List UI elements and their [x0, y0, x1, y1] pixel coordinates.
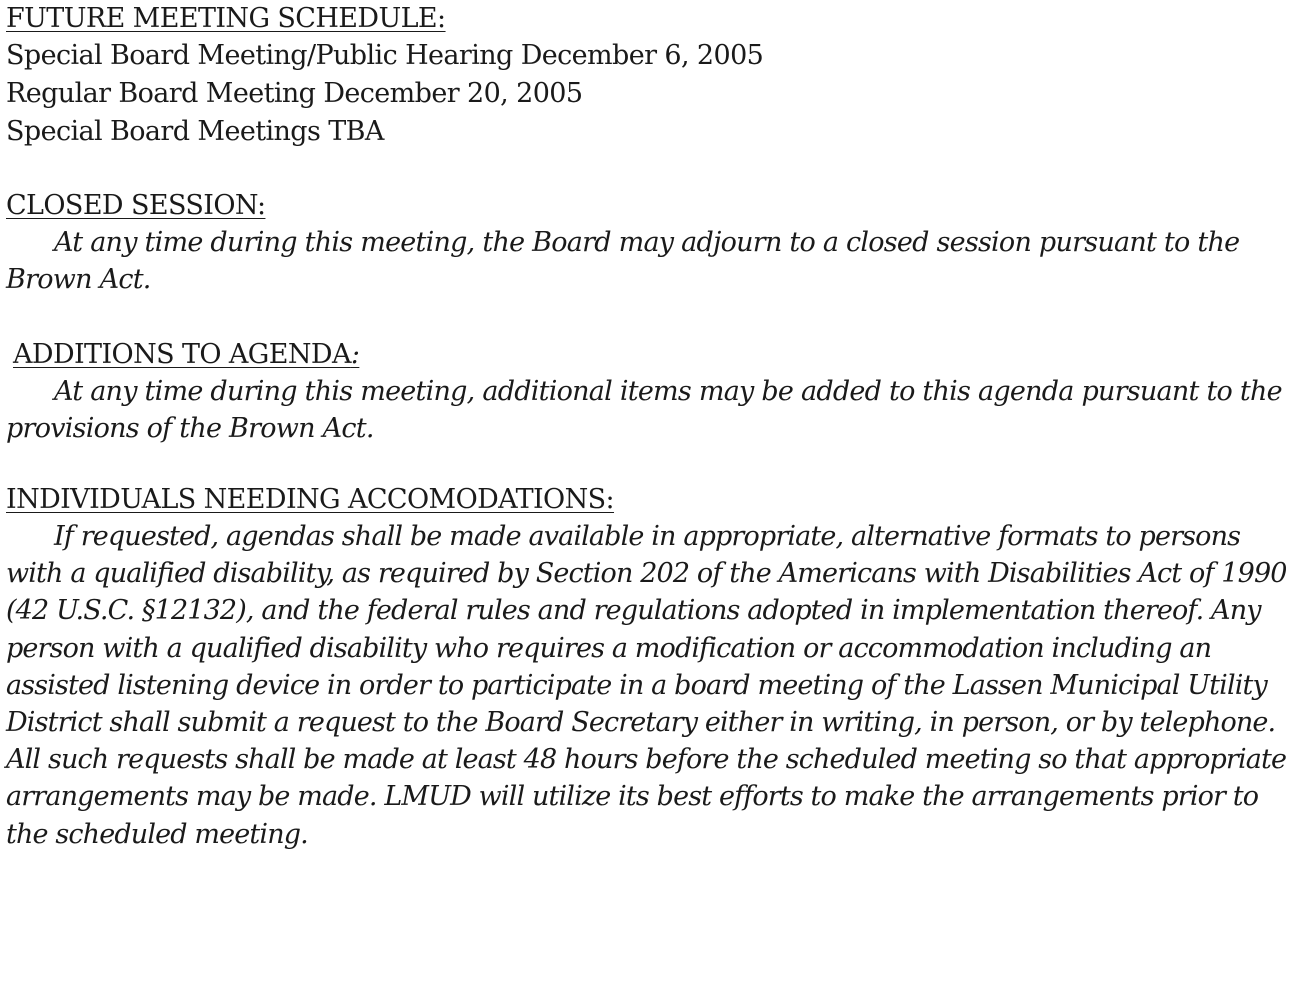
individuals-needing-accommodations-heading: INDIVIDUALS NEEDING ACCOMODATIONS:: [6, 484, 615, 515]
schedule-line-special-tba: Special Board Meetings TBA: [6, 116, 384, 147]
future-meeting-schedule-heading: FUTURE MEETING SCHEDULE:: [6, 3, 446, 34]
individuals-needing-accommodations-section: [6, 481, 1302, 853]
individuals-needing-accommodations-body: If requested, agendas shall be made available in appropriate, alternative formats to persons with a qualified disability, as required by Section 202 of the Americans with Disabilities Act of 1990 (42 U.S.C. §12132), and the federal rules and regulations adopted in implementation thereof. Any person with a qualified disability who requires a modification or accommodation including an assisted listening device in order to participate in a board meeting of the Lassen Municipal Utility District shall submit a request to the Board Secretary either in writing, in person, or by telephone. All such requests shall be made at least 48 hours before the scheduled meeting so that appropriate arrangements may be made. LMUD will utilize its best efforts to make the arrangements prior to the scheduled meeting.: [6, 521, 1287, 850]
closed-session-heading: CLOSED SESSION:: [6, 190, 266, 221]
additions-to-agenda-heading: [6, 336, 1296, 373]
additions-to-agenda-body: At any time during this meeting, additional items may be added to this agenda pursuant to the provisions of the Brown Act.: [6, 376, 1282, 445]
closed-session-body: At any time during this meeting, the Board may adjourn to a closed session pursuant to the Brown Act.: [6, 227, 1240, 296]
schedule-line-regular-meeting: Regular Board Meeting December 20, 2005: [6, 78, 583, 109]
additions-to-agenda-heading-colon: :: [350, 339, 360, 370]
additions-to-agenda-heading-text: ADDITIONS TO AGENDA: [13, 339, 351, 370]
future-meeting-schedule-section: [6, 0, 763, 151]
closed-session-section: [6, 187, 1296, 298]
additions-to-agenda-section: [6, 336, 1296, 447]
schedule-line-special-hearing: Special Board Meeting/Public Hearing December 6, 2005: [6, 40, 764, 71]
